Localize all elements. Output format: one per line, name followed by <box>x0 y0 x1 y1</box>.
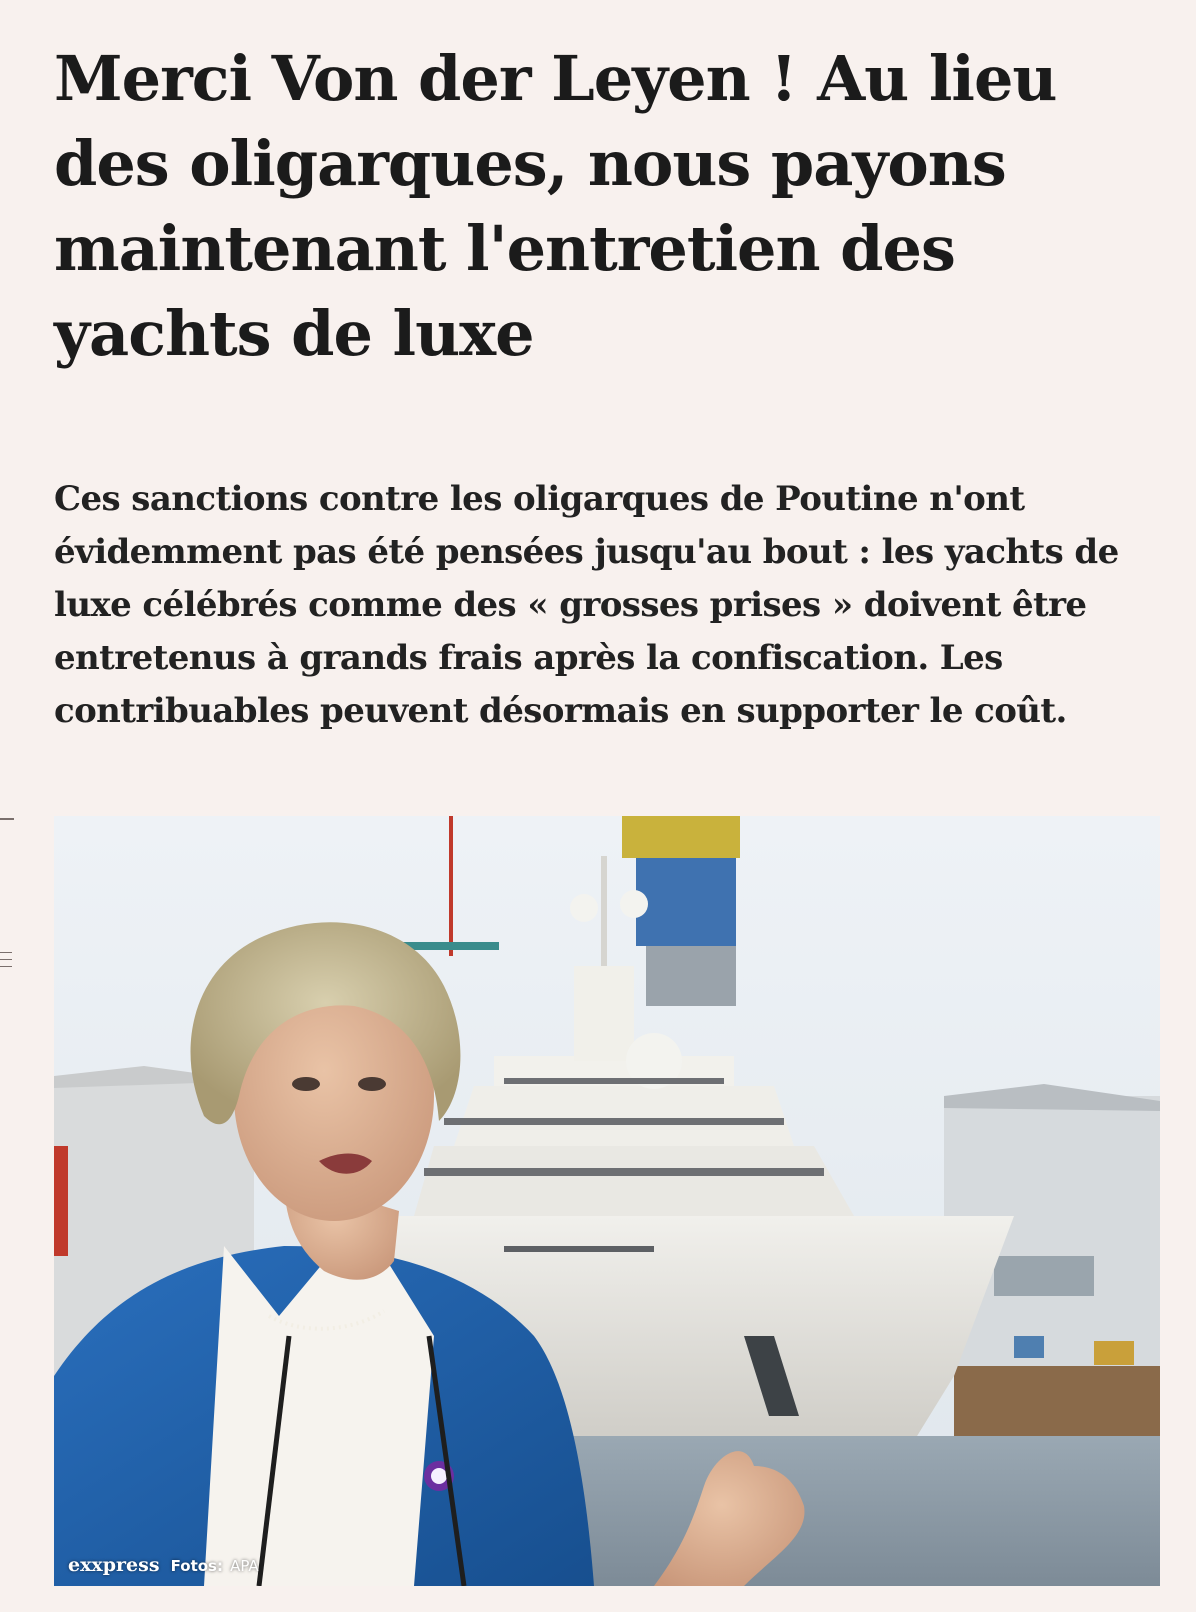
side-rail-mark <box>0 818 14 820</box>
side-rail-menu-line <box>0 966 12 967</box>
photo-credit-label: Fotos: <box>170 1557 223 1575</box>
photo-credit-source: APA <box>230 1557 259 1575</box>
article-headline: Merci Von der Leyen ! Au lieu des oligarques, nous payons maintenant l'entretien des yachts de luxe <box>54 42 1057 370</box>
exxpress-logo: exxpress <box>68 1554 160 1576</box>
photo-credit <box>68 1554 259 1576</box>
hero-illustration <box>54 816 1160 1586</box>
article-lede: Ces sanctions contre les oligarques de Poutine n'ont évidemment pas été pensées jusqu'au bout : les yachts de luxe célébrés comme des « grosses prises » doivent être entretenus à grands frais après la confiscation. Les contribuables peuvent désormais en supporter le coût. <box>54 479 1119 731</box>
side-rail-menu-line <box>0 952 12 953</box>
side-rail-menu-line <box>0 959 12 960</box>
article-hero-image[interactable] <box>54 816 1160 1586</box>
